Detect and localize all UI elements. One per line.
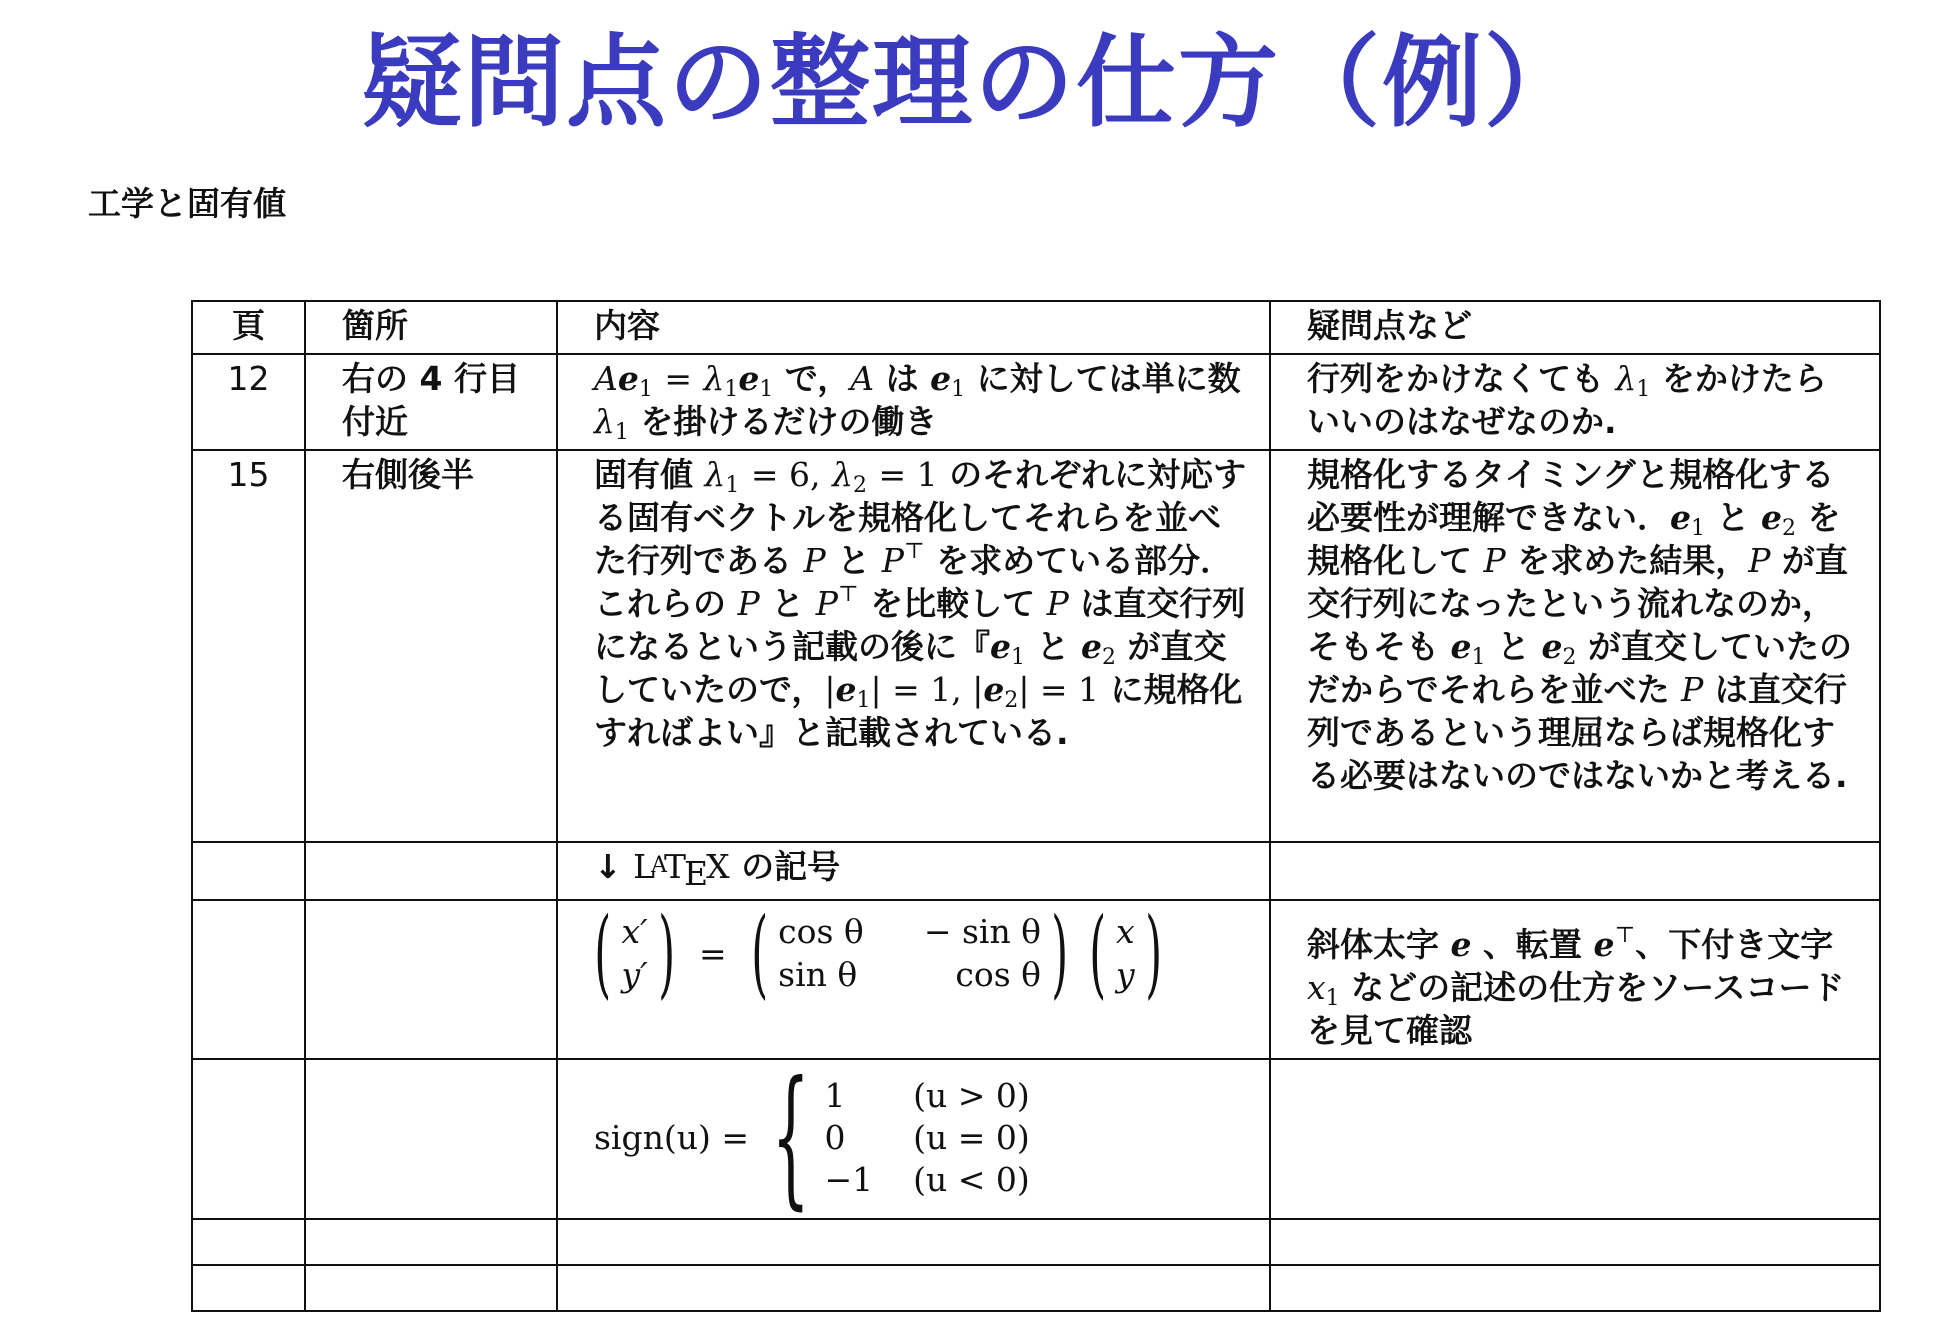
page-subtitle: 工学と固有値: [88, 184, 286, 223]
row-content: [557, 900, 1270, 1059]
row-content: [557, 1265, 1270, 1311]
row-question: 斜体太字 e 、転置 e⊤、下付き文字 $x_1$ などの記述の仕方をソースコードを見て確認: [1270, 900, 1880, 1059]
row-content: ↓ LATEX の記号: [557, 842, 1270, 900]
row-location: [305, 1265, 557, 1311]
row-question: 行列をかけなくても $\lambda_1$ をかけたらいいのはなぜなのか.: [1270, 354, 1880, 450]
row-page: [192, 1219, 305, 1265]
table-row: [192, 900, 1880, 1059]
rotation-matrix-equation: ( x′ y′ ) = ( cos θ − sin θ sin θ cos θ ) ( x y ): [594, 900, 1162, 1009]
latex-logo: LATEX: [633, 847, 730, 893]
row-content: [557, 1219, 1270, 1265]
row-page: [192, 842, 305, 900]
row-location: [305, 1219, 557, 1265]
header-question: 疑問点など: [1270, 301, 1880, 354]
table-row: [192, 842, 1880, 900]
row-question: [1270, 1265, 1880, 1311]
row-question: [1270, 1219, 1880, 1265]
row-page: [192, 1265, 305, 1311]
table-header-row: [192, 301, 1880, 354]
row-content: [557, 1059, 1270, 1219]
row-question: [1270, 1059, 1880, 1219]
header-location: 箇所: [305, 301, 557, 354]
question-table: [191, 300, 1881, 1312]
table-row: [192, 1219, 1880, 1265]
row-page: 15: [192, 450, 305, 842]
row-question: 規格化するタイミングと規格化する必要性が理解できない．$e_1$ と $e_2$ を規格化して P を求めた結果，P が直交行列になったという流れなのか，そもそも $e_1$ と $e_2$ が直交していたのだからでそれらを並べた P は直交行列であるという理屈ならば規格化する必要はないのではないかと考える.: [1270, 450, 1880, 842]
row-page: [192, 900, 305, 1059]
page-title: 疑問点の整理の仕方（例）: [362, 24, 1586, 141]
row-content: $Ae_1 = \lambda_1e_1$ で，A は $e_1$ に対しては単に数 $\lambda_1$ を掛けるだけの働き: [557, 354, 1270, 450]
row-location: [305, 900, 557, 1059]
row-location: [305, 1059, 557, 1219]
table-row: [192, 450, 1880, 842]
table-row: [192, 1059, 1880, 1219]
sign-function-cases: sign(u) = { 1 (u > 0) 0 (u = 0) −1 (u < 0): [594, 1059, 1030, 1219]
table-row: [192, 1265, 1880, 1311]
row-location: [305, 842, 557, 900]
table-row: [192, 354, 1880, 450]
row-content: 固有値 $\lambda_1 = 6$, $\lambda_2 = 1$ のそれぞれに対応する固有ベクトルを規格化してそれらを並べた行列である P と P⊤ を求めている部分．これらの P と P⊤ を比較して P は直交行列になるという記載の後に『$e_1$ と $e_2$ が直交していたので，$|e_1| = 1$, $|e_2| = 1$ に規格化すればよい』と記載されている.: [557, 450, 1270, 842]
row-page: [192, 1059, 305, 1219]
row-question: [1270, 842, 1880, 900]
row-location: 右の 4 行目付近: [305, 354, 557, 450]
header-content: 内容: [557, 301, 1270, 354]
row-location: 右側後半: [305, 450, 557, 842]
down-arrow-icon: ↓: [594, 847, 622, 886]
row-page: 12: [192, 354, 305, 450]
header-page: 頁: [192, 301, 305, 354]
